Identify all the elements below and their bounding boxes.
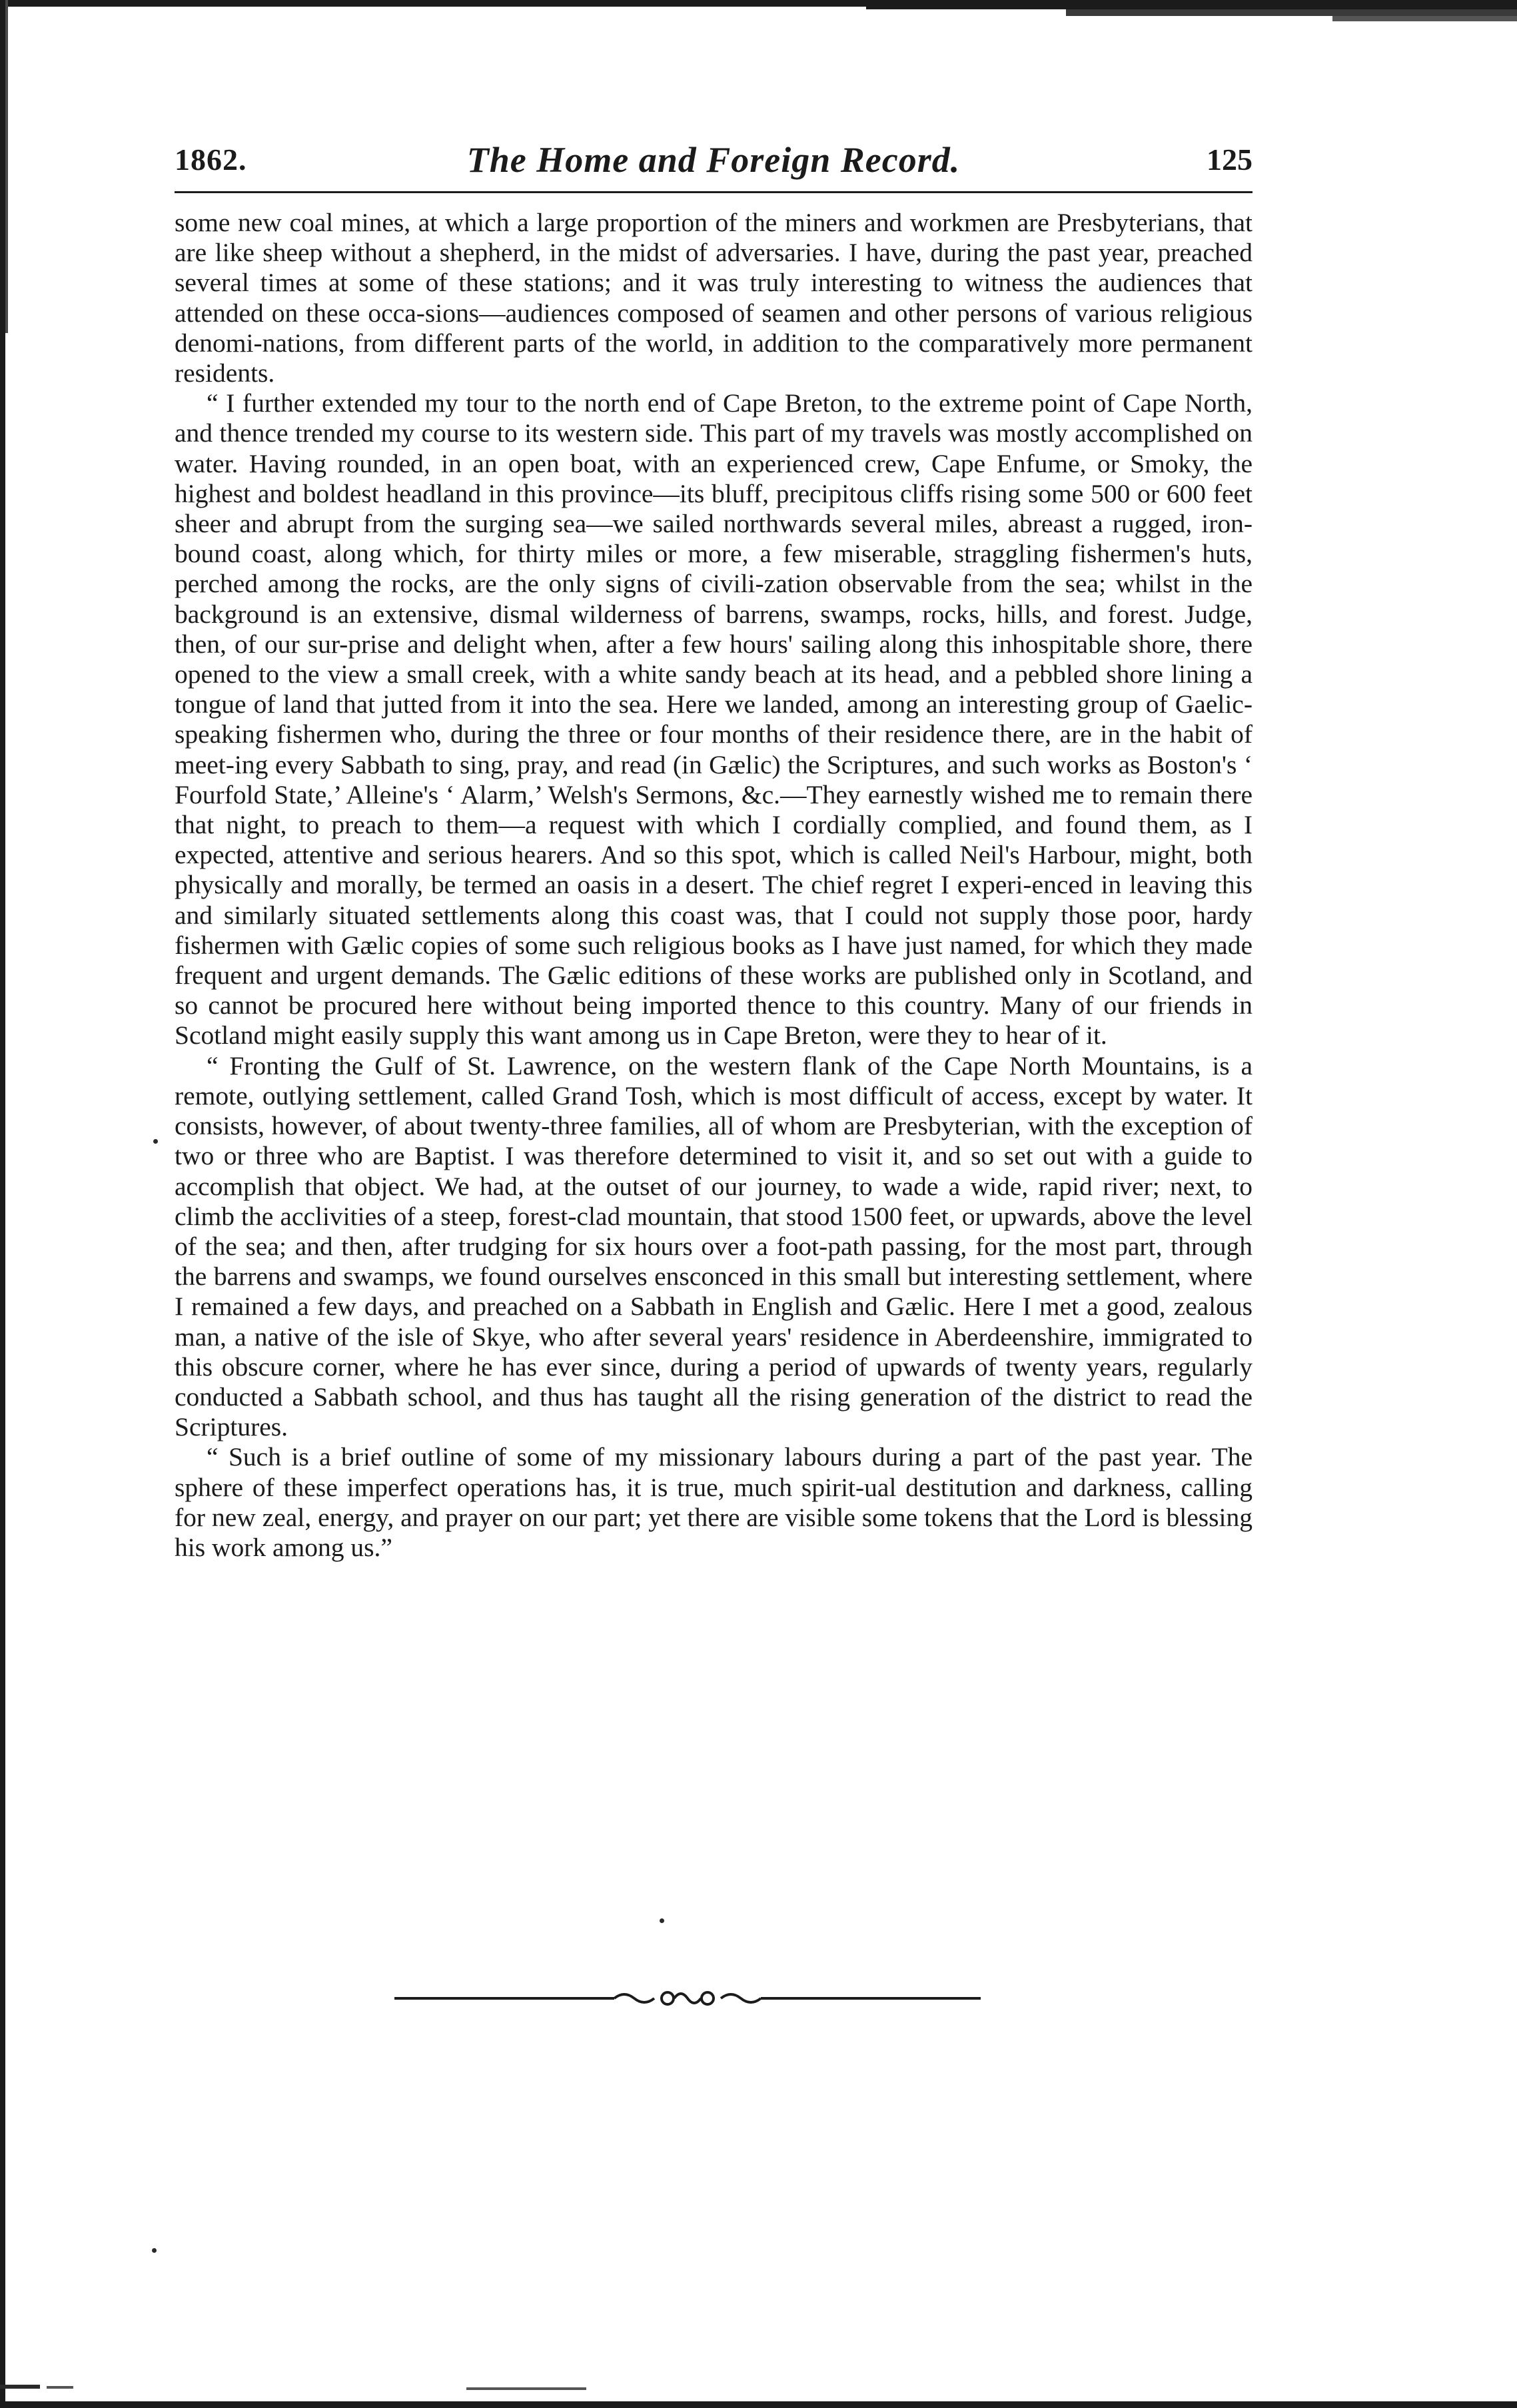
paragraph: “ Fronting the Gulf of St. Lawrence, on the western flank of the Cape North Mountains, is a remote, outlying settlement, called Grand Tosh, which is most difficult of access, except by water. It consists, however, of about twenty-three families, all of whom are Presbyterian, with the exception of two or three who are Baptist. I was therefore determined to visit it, and so set out with a guide to accomplish that object. We had, at the outset of our journey, to wade a wide, rapid river; next, to climb the acclivities of a steep, forest-clad mountain, that stood 1500 feet, or upwards, above the level of the sea; and then, after trudging for six hours over a foot-path passing, for the most part, through the barrens and swamps, we found ourselves ensconced in this small but interesting settlement, where I remained a few days, and preached on a Sabbath in English and Gælic. Here I met a good, zealous man, a native of the isle of Skye, who after several years' residence in Aberdeenshire, immigrated to this obscure corner, where he has ever since, during a period of upwards of twenty years, regularly conducted a Sabbath school, and thus has taught all the rising generation of the district to read the Scriptures. [175, 1050, 1253, 1442]
document-page [175, 137, 1253, 1563]
scan-edge-top [0, 0, 1517, 27]
paragraph: some new coal mines, at which a large proportion of the miners and workmen are Presbyterians, that are like sheep without a shepherd, in the midst of adversaries. I have, during the past year, preached several times at some of these stations; and it was truly interesting to witness the audiences that attended on these occa-sions—audiences composed of seamen and other persons of various religious denomi-nations, from different parts of the world, in addition to the comparatively more permanent residents. [175, 208, 1253, 388]
running-head [175, 137, 1253, 190]
scan-speck [153, 1139, 158, 1144]
header-rule [175, 191, 1253, 193]
article-body [175, 208, 1253, 1563]
paragraph: “ I further extended my tour to the north end of Cape Breton, to the extreme point of Cape North, and thence trended my course to its western side. This part of my travels was mostly accomplished on water. Having rounded, in an open boat, with an experienced crew, Cape Enfume, or Smoky, the highest and boldest headland in this province—its bluff, precipitous cliffs rising some 500 or 600 feet sheer and abrupt from the surging sea—we sailed northwards several miles, abreast a rugged, iron-bound coast, along which, for thirty miles or more, a few miserable, straggling fishermen's huts, perched among the rocks, are the only signs of civili-zation observable from the sea; whilst in the background is an extensive, dismal wilderness of barrens, swamps, rocks, hills, and forest. Judge, then, of our sur-prise and delight when, after a few hours' sailing along this inhospitable shore, there opened to the view a small creek, with a white sandy beach at its head, and a pebbled shore lining a tongue of land that jutted from it into the sea. Here we landed, among an interesting group of Gaelic-speaking fishermen who, during the three or four months of their residence there, are in the habit of meet-ing every Sabbath to sing, pray, and read (in Gælic) the Scriptures, and such works as Boston's ‘ Fourfold State,’ Alleine's ‘ Alarm,’ Welsh's Sermons, &c.—They earnestly wished me to remain there that night, to preach to them—a request with which I cordially complied, and found them, as I expected, attentive and serious hearers. And so this spot, which is called Neil's Harbour, might, both physically and morally, be termed an oasis in a desert. The chief regret I experi-enced in leaving this and similarly situated settlements along this coast was, that I could not supply those poor, hardy fishermen with Gælic copies of some such religious books as I have just named, for which they made frequent and urgent demands. The Gælic editions of these works are published only in Scotland, and so cannot be procured here without being imported thence to this country. Many of our friends in Scotland might easily supply this want among us in Cape Breton, were they to hear of it. [175, 388, 1253, 1050]
page-number: 125 [1207, 143, 1253, 177]
scan-edge-bottom [0, 2358, 1517, 2408]
journal-title: The Home and Foreign Record. [466, 140, 961, 180]
header-year: 1862. [175, 143, 247, 177]
paragraph: “ Such is a brief outline of some of my missionary labours during a part of the past year. The sphere of these imperfect operations has, it is true, much spirit-ual destitution and darkness, calling for new zeal, energy, and prayer on our part; yet there are visible some tokens that the Lord is blessing his work among us.” [175, 1442, 1253, 1562]
scan-edge-left [0, 0, 27, 2408]
decorative-rule-ornament-icon [394, 1985, 981, 2012]
scan-speck [660, 1918, 664, 1923]
scan-speck [152, 2248, 157, 2253]
